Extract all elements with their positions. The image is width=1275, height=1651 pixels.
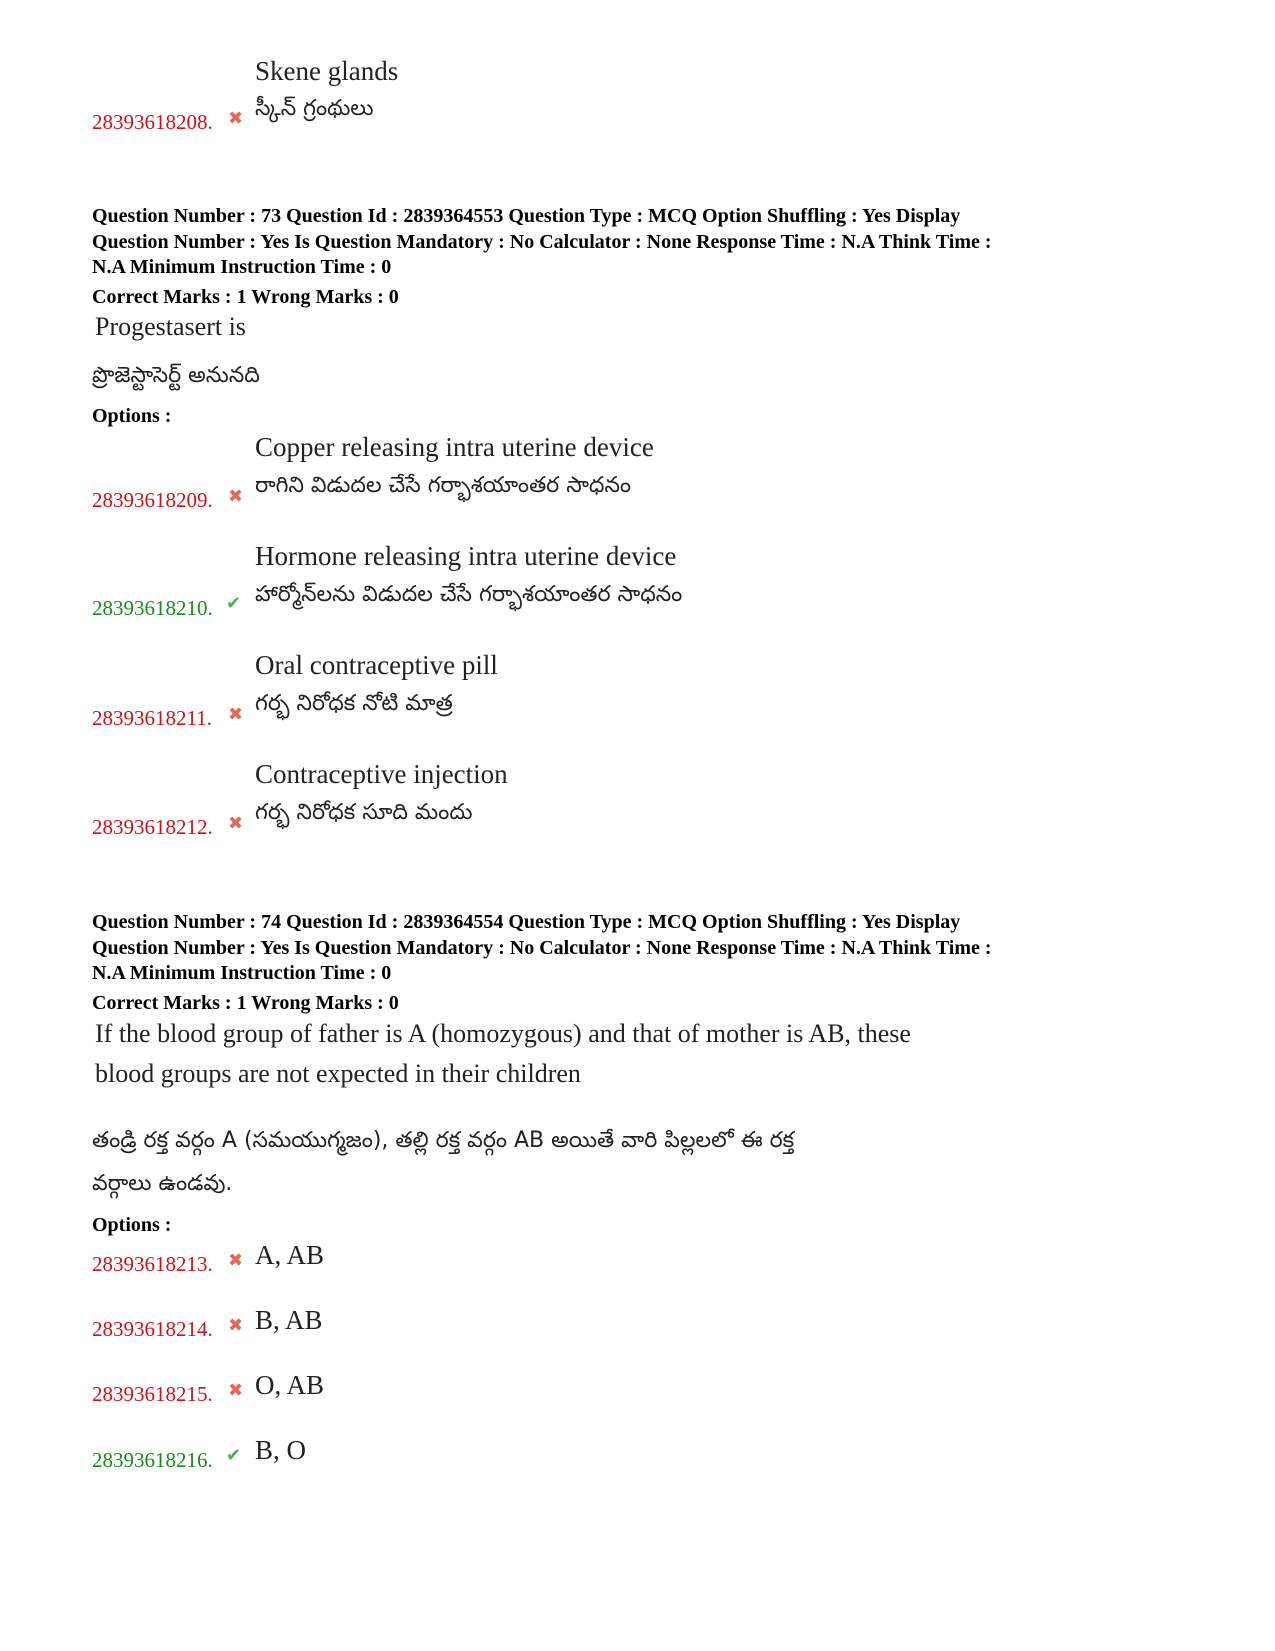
question-meta-line: Question Number : Yes Is Question Mandatory : No Calculator : None Response Time : N.A Think Time : (92, 937, 992, 959)
options-label: Options : (92, 405, 172, 427)
option-text-en: A, AB (255, 1240, 325, 1270)
question-marks: Correct Marks : 1 Wrong Marks : 0 (92, 286, 399, 308)
option-text-en: O, AB (255, 1370, 325, 1400)
option-text-en: Oral contraceptive pill (255, 650, 498, 680)
cross-icon: ✖ (228, 813, 244, 834)
option-text-en: B, O (255, 1435, 307, 1465)
check-icon: ✔ (226, 1445, 242, 1466)
cross-icon: ✖ (228, 1380, 244, 1401)
option-text-te: రాగిని విడుదల చేసే గర్భాశయాంతర సాధనం (255, 473, 632, 498)
question-text-en: Progestasert is (95, 312, 246, 341)
option-text-te: హార్మోన్‌లను విడుదల చేసే గర్భాశయాంతర సాధనం (255, 582, 683, 607)
option-text-en: Copper releasing intra uterine device (255, 432, 654, 462)
cross-icon: ✖ (228, 486, 244, 507)
option-text-te: స్కీన్ గ్రంథులు (255, 96, 374, 121)
check-icon: ✔ (226, 593, 242, 614)
option-id: 28393618208. (92, 110, 213, 134)
option-id: 28393618211. (92, 706, 212, 730)
cross-icon: ✖ (228, 1250, 244, 1271)
question-meta-line: N.A Minimum Instruction Time : 0 (92, 962, 392, 984)
option-text-en: Skene glands (255, 56, 399, 86)
question-text-en: blood groups are not expected in their children (95, 1059, 581, 1088)
option-text-te: గర్భ నిరోధక నోటి మాత్ర (255, 691, 453, 716)
option-text-en: Contraceptive injection (255, 759, 508, 789)
question-text-te: వర్గాలు ఉండవు. (92, 1171, 233, 1196)
cross-icon: ✖ (228, 108, 244, 129)
option-id: 28393618210. (92, 596, 213, 620)
option-id: 28393618214. (92, 1317, 213, 1341)
question-marks: Correct Marks : 1 Wrong Marks : 0 (92, 992, 399, 1014)
option-id: 28393618215. (92, 1382, 213, 1406)
question-text-en: If the blood group of father is A (homozygous) and that of mother is AB, these (95, 1019, 911, 1048)
option-id: 28393618209. (92, 488, 213, 512)
option-text-en: Hormone releasing intra uterine device (255, 541, 677, 571)
option-id: 28393618216. (92, 1448, 213, 1472)
option-id: 28393618213. (92, 1252, 213, 1276)
question-meta-line: Question Number : Yes Is Question Mandatory : No Calculator : None Response Time : N.A Think Time : (92, 231, 992, 253)
cross-icon: ✖ (228, 1315, 244, 1336)
question-meta-line: Question Number : 73 Question Id : 2839364553 Question Type : MCQ Option Shuffling : Yes Display (92, 205, 961, 227)
option-text-te: గర్భ నిరోధక సూది మందు (255, 800, 473, 825)
options-label: Options : (92, 1214, 172, 1236)
option-text-en: B, AB (255, 1305, 323, 1335)
cross-icon: ✖ (228, 704, 244, 725)
option-id: 28393618212. (92, 815, 213, 839)
question-meta-line: Question Number : 74 Question Id : 2839364554 Question Type : MCQ Option Shuffling : Yes Display (92, 911, 961, 933)
question-text-te: తండ్రి రక్త వర్గం A (సమయుగ్మజం), తల్లి రక్త వర్గం AB అయితే వారి పిల్లలలో ఈ రక్త (92, 1128, 795, 1153)
question-meta-line: N.A Minimum Instruction Time : 0 (92, 256, 392, 278)
question-text-te: ప్రొజెస్టాసెర్ట్ అనునది (92, 363, 260, 388)
